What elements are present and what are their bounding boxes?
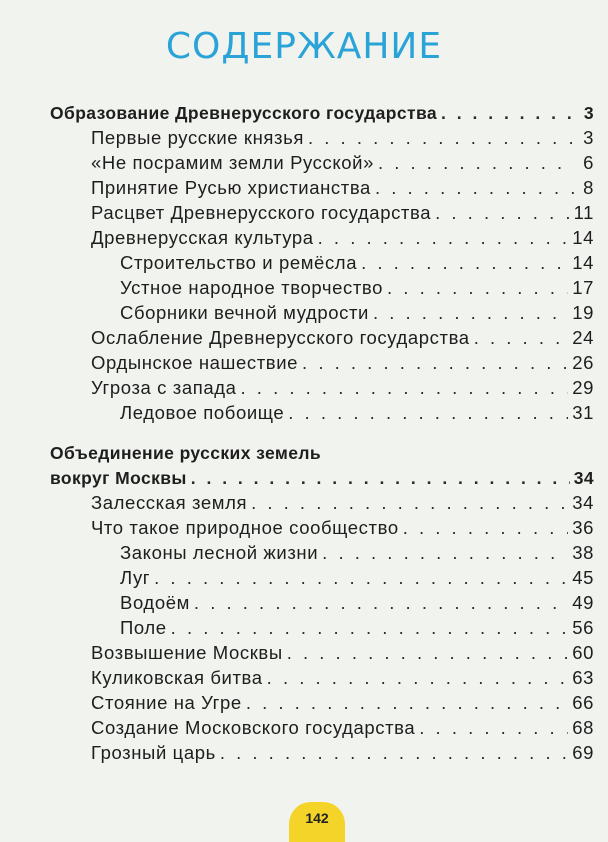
page-number: 142 — [305, 810, 329, 826]
toc-entry[interactable] — [91, 202, 594, 224]
dot-leader — [220, 742, 568, 764]
toc-subentry[interactable] — [120, 592, 594, 614]
toc-entry[interactable] — [91, 352, 594, 374]
page-number-badge — [289, 802, 345, 842]
toc-entry-title: Сборники вечной мудрости — [120, 302, 369, 323]
toc-page-number: 34 — [572, 492, 594, 513]
toc-entry-title: Залесская земля — [91, 492, 248, 513]
toc-entry[interactable] — [91, 517, 594, 539]
dot-leader — [435, 202, 569, 224]
dot-leader — [251, 492, 568, 514]
toc-entry[interactable] — [91, 327, 594, 349]
toc-page-number: 3 — [583, 127, 594, 148]
toc-page-number: 6 — [583, 152, 594, 173]
toc-subentry[interactable] — [120, 617, 594, 639]
toc-page-number: 36 — [572, 517, 594, 538]
page-title: СОДЕРЖАНИЕ — [165, 26, 443, 67]
toc-section-title[interactable]: Объединение русских земель — [50, 443, 322, 463]
dot-leader — [373, 302, 568, 324]
toc-entry-title: Строительство и ремёсла — [120, 252, 358, 273]
dot-leader — [361, 252, 568, 274]
toc-subentry[interactable] — [120, 277, 594, 299]
toc-entry[interactable] — [91, 152, 594, 174]
toc-entry-title: Законы лесной жизни — [120, 542, 319, 563]
toc-page-number: 66 — [572, 692, 594, 713]
toc-entry[interactable] — [91, 492, 594, 514]
toc-entry-title: Ослабление Древнерусского государства — [91, 327, 470, 348]
toc-subentry[interactable] — [120, 302, 594, 324]
toc-entry[interactable] — [91, 692, 594, 714]
toc-entry-title: Ледовое побоище — [120, 402, 285, 423]
toc-entry[interactable] — [91, 127, 594, 149]
toc-page-number: 14 — [572, 227, 594, 248]
toc-page-number: 31 — [572, 402, 594, 423]
toc-subentry[interactable] — [120, 567, 594, 589]
toc-entry[interactable] — [91, 177, 594, 199]
toc-page-number: 26 — [572, 352, 594, 373]
dot-leader — [191, 467, 570, 489]
dot-leader — [474, 327, 569, 349]
toc-entry-title: Ордынское нашествие — [91, 352, 299, 373]
dot-leader — [419, 717, 568, 739]
toc-page-number: 56 — [572, 617, 594, 638]
toc-page-number: 14 — [572, 252, 594, 273]
dot-leader — [241, 377, 569, 399]
toc-section-title: Образование Древнерусского государства — [50, 103, 438, 123]
toc-subentry[interactable] — [120, 542, 594, 564]
toc-entry-title: Угроза с запада — [91, 377, 237, 398]
toc-entry-title: Куликовская битва — [91, 667, 263, 688]
toc-section-heading[interactable] — [50, 102, 594, 124]
dot-leader — [308, 127, 574, 149]
toc-page-number: 3 — [583, 103, 594, 123]
toc-entry-title: Луг — [120, 567, 151, 588]
toc-entry[interactable] — [91, 717, 594, 739]
toc-entry-title: Что такое природное сообщество — [91, 517, 399, 538]
toc-entry-title: «Не посрамим земли Русской» — [91, 152, 374, 173]
toc-page-number: 34 — [573, 468, 594, 488]
dot-leader — [322, 542, 568, 564]
toc-entry[interactable] — [91, 377, 594, 399]
toc-entry-title: Возвышение Москвы — [91, 642, 283, 663]
dot-leader — [287, 642, 569, 664]
toc-page-number: 49 — [572, 592, 594, 613]
dot-leader — [288, 402, 568, 424]
dot-leader — [375, 177, 574, 199]
toc-entry-title: Древнерусская культура — [91, 227, 314, 248]
dot-leader — [171, 617, 569, 639]
toc-page-number: 8 — [583, 177, 594, 198]
dot-leader — [318, 227, 569, 249]
toc-page-number: 63 — [572, 667, 594, 688]
toc-page-number: 19 — [572, 302, 594, 323]
toc-entry[interactable] — [91, 227, 594, 249]
toc-entry-title: Расцвет Древнерусского государства — [91, 202, 432, 223]
toc-page-number: 45 — [572, 567, 594, 588]
toc-entry[interactable] — [91, 667, 594, 689]
toc-subentry[interactable] — [120, 252, 594, 274]
toc-page-number: 68 — [572, 717, 594, 738]
dot-leader — [246, 692, 568, 714]
toc-entry-title: Водоём — [120, 592, 190, 613]
toc-page-number: 69 — [572, 742, 594, 763]
toc-entry-title: Создание Московского государства — [91, 717, 416, 738]
dot-leader — [403, 517, 569, 539]
dot-leader — [387, 277, 568, 299]
toc-page-number: 17 — [572, 277, 594, 298]
toc-entry[interactable] — [91, 742, 594, 764]
toc-page-number: 24 — [572, 327, 594, 348]
toc-entry-title: Устное народное творчество — [120, 277, 384, 298]
toc-page-number: 29 — [572, 377, 594, 398]
dot-leader — [194, 592, 568, 614]
dot-leader — [267, 667, 569, 689]
toc-entry-title: Стояние на Угре — [91, 692, 242, 713]
dot-leader — [302, 352, 568, 374]
toc-entry-title: Первые русские князья — [91, 127, 304, 148]
toc-page-number: 11 — [573, 202, 594, 223]
toc-entry[interactable] — [91, 642, 594, 664]
toc-section-heading[interactable] — [50, 467, 594, 489]
toc-page-number: 60 — [572, 642, 594, 663]
toc-subentry[interactable] — [120, 402, 594, 424]
toc-section-title-cont: вокруг Москвы — [50, 468, 187, 488]
toc-entry-title: Поле — [120, 617, 167, 638]
dot-leader — [378, 152, 574, 174]
toc-entry-title: Принятие Русью христианства — [91, 177, 371, 198]
toc-page-number: 38 — [572, 542, 594, 563]
dot-leader — [441, 102, 574, 124]
dot-leader — [154, 567, 568, 589]
toc-entry-title: Грозный царь — [91, 742, 216, 763]
